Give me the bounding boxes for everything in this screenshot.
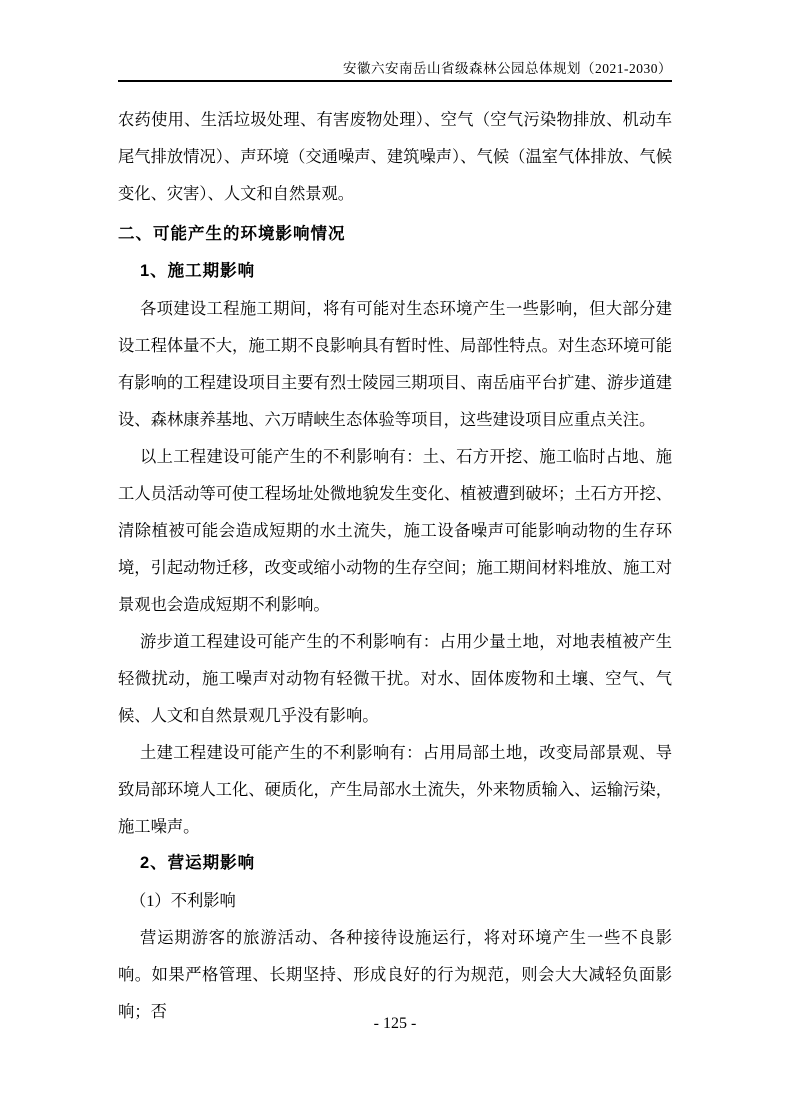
paragraph-civil-works-impacts: 土建工程建设可能产生的不利影响有：占用局部土地，改变局部景观、导致局部环境人工化、硬质化，产生局部水土流失，外来物质输入、运输污染，施工噪声。: [118, 743, 672, 836]
paragraph-construction-overview: 各项建设工程施工期间，将有可能对生态环境产生一些影响，但大部分建设工程体量不大，施工期不良影响具有暂时性、局部性特点。对生态环境可能有影响的工程建设项目主要有烈士陵园三期项目、南岳庙平台扩建、游步道建设、森林康养基地、六万晴峡生态体验等项目，这些建设项目应重点关注。: [118, 299, 672, 429]
paragraph-env-factors-continuation: 农药使用、生活垃圾处理、有害废物处理）、空气（空气污染物排放、机动车尾气排放情况）、声环境（交通噪声、建筑噪声）、气候（温室气体排放、气候变化、灾害）、人文和自然景观。: [118, 110, 672, 203]
paragraph-operation-impacts: 营运期游客的旅游活动、各种接待设施运行，将对环境产生一些不良影响。如果严格管理、长期坚持、形成良好的行为规范，则会大大减轻负面影响；否: [118, 928, 672, 1021]
paragraph-trail-construction-impacts: 游步道工程建设可能产生的不利影响有：占用少量土地，对地表植被产生轻微扰动，施工噪声对动物有轻微干扰。对水、固体废物和土壤、空气、气候、人文和自然景观几乎没有影响。: [118, 632, 672, 725]
page-body: [118, 101, 672, 1030]
section-heading-environment-impacts: 二、可能产生的环境影响情况: [118, 225, 346, 243]
header-title: 安徽六安南岳山省级森林公园总体规划（2021-2030）: [343, 61, 672, 76]
page-header: [118, 58, 672, 82]
sub-heading-construction-period: 1、施工期影响: [140, 262, 256, 280]
paragraph-construction-adverse-impacts: 以上工程建设可能产生的不利影响有：土、石方开挖、施工临时占地、施工人员活动等可使工程场址处微地貌发生变化、植被遭到破坏；土石方开挖、清除植被可能会造成短期的水土流失，施工设备噪声可能影响动物的生存环境，引起动物迁移，改变或缩小动物的生存空间；施工期间材料堆放、施工对景观也会造成短期不利影响。: [118, 447, 672, 614]
page-number: - 125 -: [373, 1015, 417, 1032]
minor-heading-adverse-impacts: （1）不利影响: [130, 891, 236, 910]
sub-heading-operation-period: 2、营运期影响: [140, 854, 256, 872]
page-footer: [118, 1013, 672, 1035]
